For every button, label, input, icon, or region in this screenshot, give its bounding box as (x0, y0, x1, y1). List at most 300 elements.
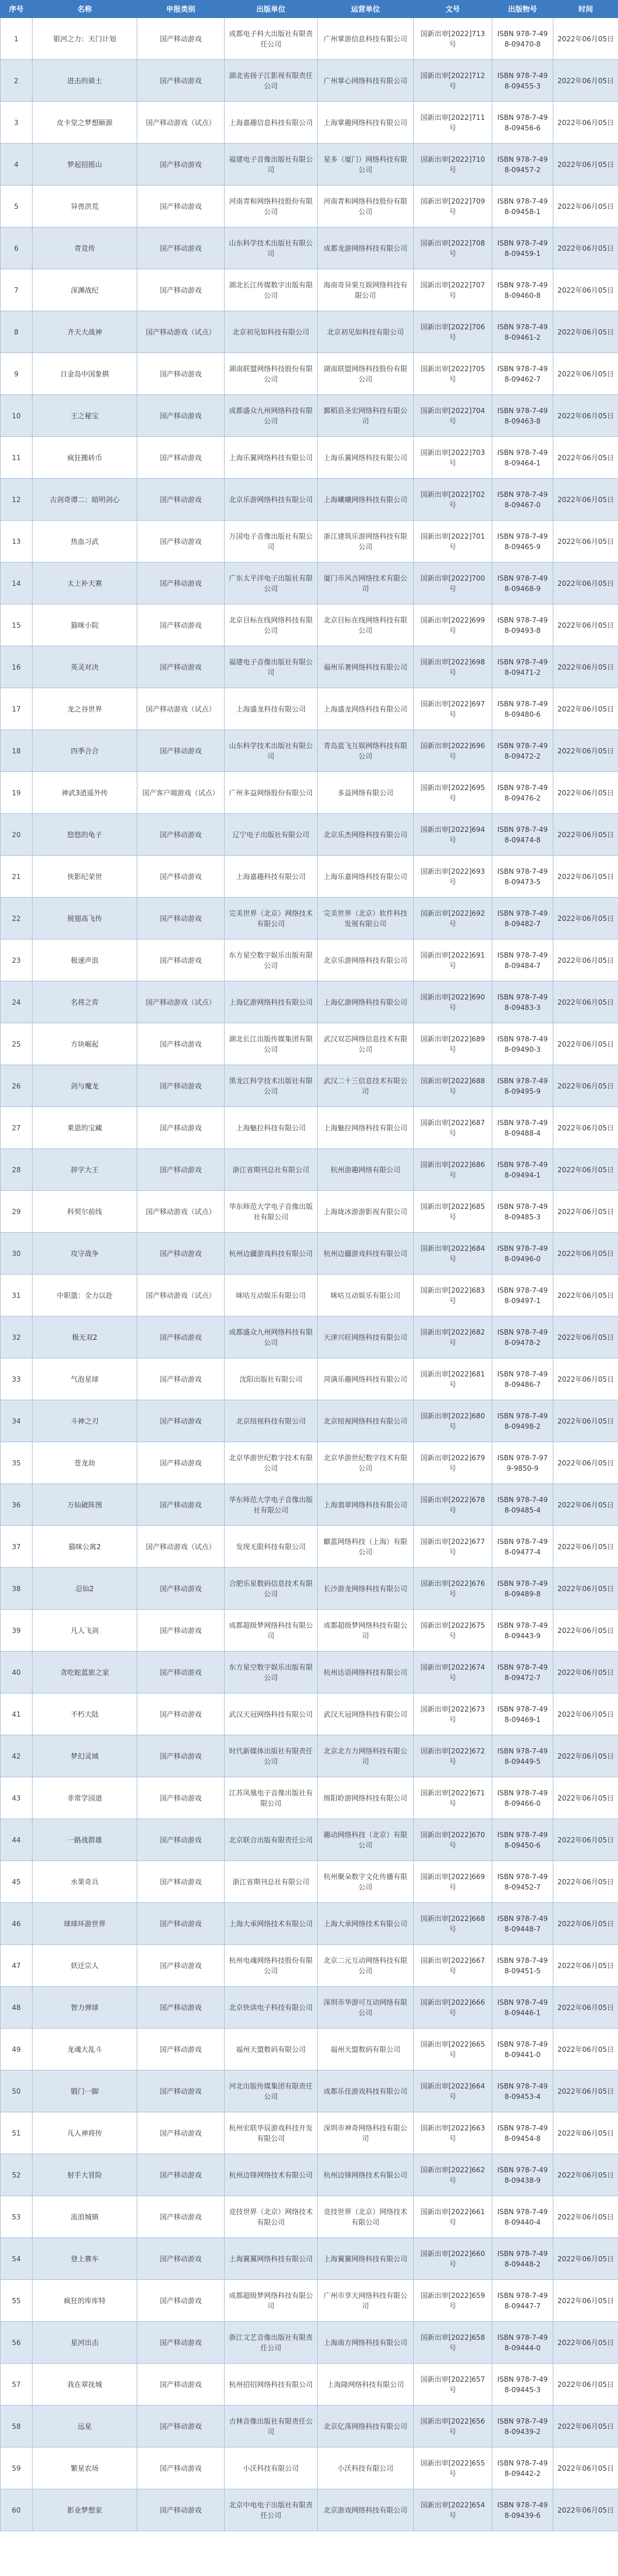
cell-game-name: 青竞传 (33, 227, 137, 269)
cell-index: 37 (1, 1526, 33, 1568)
cell-date: 2022年06月05日 (553, 2196, 618, 2238)
cell-isbn: ISBN 978-7-498-09446-1 (492, 1987, 553, 2029)
cell-game-name: 梦起招摇山 (33, 144, 137, 186)
cell-operator: 上海盛龙网络科技有限公司 (318, 688, 414, 730)
cell-index: 45 (1, 1861, 33, 1903)
table-body (1, 18, 618, 2531)
cell-category: 国产移动游戏 (137, 1317, 225, 1358)
cell-publisher: 北京华游世纪数字技术有限公司 (225, 1442, 318, 1484)
cell-isbn: ISBN 978-7-498-09461-2 (492, 311, 553, 353)
cell-game-name: 太上补天赛 (33, 563, 137, 604)
table-row (1, 1610, 618, 1652)
cell-index: 1 (1, 18, 33, 60)
table-row (1, 60, 618, 102)
cell-operator: 杭州边疆游戏科技有限公司 (318, 1233, 414, 1275)
cell-index: 8 (1, 311, 33, 353)
cell-publisher: 成都盛众九州网络科技有限公司 (225, 395, 318, 437)
cell-game-name: 斗神之刃 (33, 1400, 137, 1442)
cell-index: 14 (1, 563, 33, 604)
cell-index: 34 (1, 1400, 33, 1442)
cell-publisher: 湖北长江出版传媒集团有限公司 (225, 1023, 318, 1065)
table-row (1, 18, 618, 60)
cell-game-name: 进击的骑士 (33, 60, 137, 102)
cell-approval-number: 国新出审[2022]704号 (414, 395, 492, 437)
cell-date: 2022年06月05日 (553, 2322, 618, 2364)
cell-category: 国产移动游戏（试点） (137, 311, 225, 353)
cell-date: 2022年06月05日 (553, 1400, 618, 1442)
table-row (1, 2196, 618, 2238)
cell-approval-number: 国新出审[2022]700号 (414, 563, 492, 604)
cell-game-name: 极无双2 (33, 1317, 137, 1358)
cell-category: 国产移动游戏（试点） (137, 688, 225, 730)
cell-approval-number: 国新出审[2022]662号 (414, 2154, 492, 2196)
cell-index: 39 (1, 1610, 33, 1652)
cell-category: 国产移动游戏 (137, 2196, 225, 2238)
cell-approval-number: 国新出审[2022]666号 (414, 1987, 492, 2029)
cell-publisher: 上海嘉趣信息科技有限公司 (225, 102, 318, 144)
cell-operator: 上海乐嘉网络科技有限公司 (318, 856, 414, 898)
cell-operator: 成都龙游网络科技有限公司 (318, 227, 414, 269)
cell-operator: 北京初见如科技有限公司 (318, 311, 414, 353)
table-row (1, 856, 618, 898)
cell-operator: 天津兴旺网络科技有限公司 (318, 1317, 414, 1358)
cell-category: 国产移动游戏 (137, 1442, 225, 1484)
cell-isbn: ISBN 978-7-498-09465-9 (492, 521, 553, 563)
cell-isbn: ISBN 978-7-498-09466-0 (492, 1777, 553, 1819)
cell-publisher: 江苏凤凰电子音像出版社有限公司 (225, 1777, 318, 1819)
cell-operator: 武汉双芯网络信息技术有限公司 (318, 1023, 414, 1065)
cell-index: 27 (1, 1107, 33, 1149)
cell-operator: 绵阳聆游网络科技有限公司 (318, 1777, 414, 1819)
cell-date: 2022年06月05日 (553, 1526, 618, 1568)
cell-category: 国产移动游戏 (137, 1903, 225, 1945)
cell-operator: 广州市享天网络科技有限公司 (318, 2280, 414, 2322)
cell-date: 2022年06月05日 (553, 2238, 618, 2280)
cell-isbn: ISBN 978-7-498-09458-1 (492, 186, 553, 227)
cell-game-name: 猫咪小院 (33, 604, 137, 646)
cell-publisher: 成都超级梦网络科技有限公司 (225, 2280, 318, 2322)
cell-operator: 咪咕互动娱乐有限公司 (318, 1275, 414, 1317)
cell-publisher: 发现无限科技有限公司 (225, 1526, 318, 1568)
cell-index: 10 (1, 395, 33, 437)
cell-isbn: ISBN 978-7-498-09459-1 (492, 227, 553, 269)
cell-isbn: ISBN 978-7-498-09496-0 (492, 1233, 553, 1275)
cell-publisher: 浙江文艺音像出版社有限责任公司 (225, 2322, 318, 2364)
table-row (1, 1568, 618, 1610)
cell-game-name: 齐天大战神 (33, 311, 137, 353)
table-row (1, 1777, 618, 1819)
cell-game-name: 拼字大王 (33, 1149, 137, 1191)
cell-index: 48 (1, 1987, 33, 2029)
cell-index: 57 (1, 2364, 33, 2406)
cell-publisher: 湖北省扬子江影视有限责任公司 (225, 60, 318, 102)
cell-isbn: ISBN 978-7-498-09486-7 (492, 1358, 553, 1400)
cell-operator: 杭州游趣网络有限公司 (318, 1149, 414, 1191)
cell-game-name: 万仙破阵图 (33, 1484, 137, 1526)
cell-game-name: 凡人飞剑 (33, 1610, 137, 1652)
cell-publisher: 北京快读电子科技有限公司 (225, 1987, 318, 2029)
cell-isbn: ISBN 978-7-498-09472-7 (492, 1652, 553, 1693)
cell-publisher: 时代新媒体出版社有限责任公司 (225, 1735, 318, 1777)
cell-index: 4 (1, 144, 33, 186)
table-row (1, 1945, 618, 1987)
cell-date: 2022年06月05日 (553, 2406, 618, 2447)
cell-date: 2022年06月05日 (553, 1358, 618, 1400)
cell-publisher: 上海翼翼网络科技有限公司 (225, 2238, 318, 2280)
cell-isbn: ISBN 978-7-498-09495-9 (492, 1065, 553, 1107)
cell-category: 国产移动游戏 (137, 2364, 225, 2406)
table-row (1, 604, 618, 646)
cell-publisher: 福州天盟数码有限公司 (225, 2029, 318, 2070)
cell-category: 国产移动游戏 (137, 1652, 225, 1693)
cell-operator: 北京纽视网络科技有限公司 (318, 1400, 414, 1442)
cell-approval-number: 国新出审[2022]674号 (414, 1652, 492, 1693)
cell-publisher: 小沃科技有限公司 (225, 2447, 318, 2489)
header-operator: 运营单位 (318, 1, 414, 18)
cell-approval-number: 国新出审[2022]691号 (414, 940, 492, 981)
cell-index: 30 (1, 1233, 33, 1275)
cell-publisher: 东方星空数字娱乐出版有限公司 (225, 1652, 318, 1693)
cell-date: 2022年06月05日 (553, 1149, 618, 1191)
cell-category: 国产移动游戏 (137, 563, 225, 604)
cell-approval-number: 国新出审[2022]688号 (414, 1065, 492, 1107)
table-row (1, 1317, 618, 1358)
cell-date: 2022年06月05日 (553, 1610, 618, 1652)
cell-index: 6 (1, 227, 33, 269)
cell-game-name: 异兽洪荒 (33, 186, 137, 227)
cell-publisher: 山东科学技术出版社有限公司 (225, 227, 318, 269)
cell-publisher: 万国电子音像出版社有限公司 (225, 521, 318, 563)
cell-approval-number: 国新出审[2022]677号 (414, 1526, 492, 1568)
cell-isbn: ISBN 978-7-498-09447-7 (492, 2280, 553, 2322)
cell-isbn: ISBN 978-7-498-09482-7 (492, 898, 553, 940)
cell-isbn: ISBN 978-7-498-09497-1 (492, 1275, 553, 1317)
cell-approval-number: 国新出审[2022]656号 (414, 2406, 492, 2447)
cell-category: 国产移动游戏 (137, 1819, 225, 1861)
cell-publisher: 湖北长江传媒数字出版有限公司 (225, 269, 318, 311)
cell-date: 2022年06月05日 (553, 2447, 618, 2489)
cell-publisher: 北京目标在线网络科技有限公司 (225, 604, 318, 646)
cell-category: 国产移动游戏 (137, 1023, 225, 1065)
cell-approval-number: 国新出审[2022]712号 (414, 60, 492, 102)
header-publisher: 出版单位 (225, 1, 318, 18)
cell-date: 2022年06月05日 (553, 604, 618, 646)
table-row (1, 1149, 618, 1191)
cell-publisher: 杭州电魂网络科技股份有限公司 (225, 1945, 318, 1987)
cell-category: 国产移动游戏 (137, 479, 225, 521)
cell-game-name: 剑与魔龙 (33, 1065, 137, 1107)
cell-date: 2022年06月05日 (553, 1777, 618, 1819)
cell-date: 2022年06月05日 (553, 18, 618, 60)
cell-game-name: 龙之谷世界 (33, 688, 137, 730)
cell-approval-number: 国新出审[2022]658号 (414, 2322, 492, 2364)
cell-index: 40 (1, 1652, 33, 1693)
cell-game-name: 登上赛车 (33, 2238, 137, 2280)
cell-date: 2022年06月05日 (553, 2489, 618, 2531)
table-row (1, 1903, 618, 1945)
cell-index: 52 (1, 2154, 33, 2196)
cell-publisher: 北京纽视科技有限公司 (225, 1400, 318, 1442)
table-row (1, 1987, 618, 2029)
cell-operator: 北京游戏网络科技有限公司 (318, 2489, 414, 2531)
cell-isbn: ISBN 978-7-498-09473-5 (492, 856, 553, 898)
cell-publisher: 成都电子科大出版社有限责任公司 (225, 18, 318, 60)
cell-approval-number: 国新出审[2022]698号 (414, 646, 492, 688)
cell-operator: 杭州边锋网络技术有限公司 (318, 2154, 414, 2196)
table-row (1, 144, 618, 186)
cell-isbn: ISBN 978-7-498-09462-7 (492, 353, 553, 395)
cell-approval-number: 国新出审[2022]654号 (414, 2489, 492, 2531)
cell-operator: 上海曦曦网络科技有限公司 (318, 479, 414, 521)
cell-category: 国产移动游戏 (137, 1945, 225, 1987)
cell-category: 国产移动游戏 (137, 1693, 225, 1735)
cell-isbn: ISBN 978-7-498-09464-1 (492, 437, 553, 479)
cell-category: 国产移动游戏 (137, 2112, 225, 2154)
cell-category: 国产移动游戏 (137, 2029, 225, 2070)
cell-approval-number: 国新出审[2022]708号 (414, 227, 492, 269)
cell-category: 国产移动游戏 (137, 2238, 225, 2280)
cell-index: 11 (1, 437, 33, 479)
cell-index: 25 (1, 1023, 33, 1065)
cell-date: 2022年06月05日 (553, 730, 618, 772)
table-row (1, 227, 618, 269)
cell-operator: 浙江建筑乐游网络科技有限公司 (318, 521, 414, 563)
cell-publisher: 上海大承网络技术有限公司 (225, 1903, 318, 1945)
cell-publisher: 杭州边疆游戏科技有限公司 (225, 1233, 318, 1275)
cell-category: 国产移动游戏 (137, 353, 225, 395)
cell-index: 15 (1, 604, 33, 646)
table-row (1, 1693, 618, 1735)
cell-category: 国产移动游戏 (137, 814, 225, 856)
cell-publisher: 北京联合出版有限责任公司 (225, 1819, 318, 1861)
table-row (1, 1735, 618, 1777)
cell-approval-number: 国新出审[2022]681号 (414, 1358, 492, 1400)
table-row (1, 2447, 618, 2489)
cell-isbn: ISBN 978-7-498-09483-3 (492, 981, 553, 1023)
cell-approval-number: 国新出审[2022]660号 (414, 2238, 492, 2280)
cell-category: 国产移动游戏 (137, 437, 225, 479)
cell-isbn: ISBN 978-7-498-09498-2 (492, 1400, 553, 1442)
table-row (1, 2322, 618, 2364)
cell-approval-number: 国新出审[2022]675号 (414, 1610, 492, 1652)
cell-date: 2022年06月05日 (553, 60, 618, 102)
cell-publisher: 完美世界（北京）网络技术有限公司 (225, 898, 318, 940)
cell-isbn: ISBN 978-7-498-09444-0 (492, 2322, 553, 2364)
table-row (1, 395, 618, 437)
table-row (1, 688, 618, 730)
cell-isbn: ISBN 978-7-498-09480-6 (492, 688, 553, 730)
cell-isbn: ISBN 978-7-498-09485-4 (492, 1484, 553, 1526)
cell-isbn: ISBN 978-7-498-09445-3 (492, 2364, 553, 2406)
cell-approval-number: 国新出审[2022]692号 (414, 898, 492, 940)
cell-category: 国产移动游戏 (137, 227, 225, 269)
cell-game-name: 远星 (33, 2406, 137, 2447)
cell-game-name: 贪吃蛇蓝旅之家 (33, 1652, 137, 1693)
cell-game-name: 中职篮：全力以赴 (33, 1275, 137, 1317)
cell-index: 9 (1, 353, 33, 395)
table-row (1, 311, 618, 353)
cell-isbn: ISBN 978-7-498-09476-2 (492, 772, 553, 814)
cell-index: 56 (1, 2322, 33, 2364)
table-row (1, 563, 618, 604)
cell-index: 43 (1, 1777, 33, 1819)
cell-category: 国产移动游戏 (137, 395, 225, 437)
cell-date: 2022年06月05日 (553, 1317, 618, 1358)
cell-isbn: ISBN 978-7-498-09455-3 (492, 60, 553, 102)
cell-publisher: 广州多益网络股份有限公司 (225, 772, 318, 814)
cell-category: 国产移动游戏 (137, 2322, 225, 2364)
cell-operator: 北京华游世纪数字技术有限公司 (318, 1442, 414, 1484)
cell-date: 2022年06月05日 (553, 981, 618, 1023)
table-row (1, 2489, 618, 2531)
cell-date: 2022年06月05日 (553, 395, 618, 437)
cell-operator: 杭州聚朵数字文化传播有限公司 (318, 1861, 414, 1903)
cell-game-name: 智力弹球 (33, 1987, 137, 2029)
table-row (1, 1191, 618, 1233)
cell-operator: 海南奇异果互娱网络科技有限公司 (318, 269, 414, 311)
cell-category: 国产移动游戏 (137, 1358, 225, 1400)
cell-category: 国产移动游戏 (137, 856, 225, 898)
cell-game-name: 悠悠的龟子 (33, 814, 137, 856)
cell-approval-number: 国新出审[2022]668号 (414, 1903, 492, 1945)
cell-operator: 上海魅拉网络科技有限公司 (318, 1107, 414, 1149)
cell-isbn: ISBN 978-7-979-9850-9 (492, 1442, 553, 1484)
cell-category: 国产移动游戏 (137, 1568, 225, 1610)
cell-index: 59 (1, 2447, 33, 2489)
cell-publisher: 上海嘉趣科技有限公司 (225, 856, 318, 898)
cell-date: 2022年06月05日 (553, 1693, 618, 1735)
cell-game-name: 深渊战纪 (33, 269, 137, 311)
cell-isbn: ISBN 978-7-498-09489-8 (492, 1568, 553, 1610)
cell-isbn: ISBN 978-7-498-09451-5 (492, 1945, 553, 1987)
cell-index: 16 (1, 646, 33, 688)
cell-game-name: 科契尔前线 (33, 1191, 137, 1233)
header-date: 时间 (553, 1, 618, 18)
cell-isbn: ISBN 978-7-498-09453-4 (492, 2070, 553, 2112)
cell-approval-number: 国新出审[2022]710号 (414, 144, 492, 186)
cell-publisher: 辽宁电子出版社有限公司 (225, 814, 318, 856)
cell-approval-number: 国新出审[2022]690号 (414, 981, 492, 1023)
cell-operator: 广州掌游信息科技有限公司 (318, 18, 414, 60)
cell-publisher: 上海盛龙科技有限公司 (225, 688, 318, 730)
cell-date: 2022年06月05日 (553, 1861, 618, 1903)
cell-date: 2022年06月05日 (553, 898, 618, 940)
table-row (1, 1400, 618, 1442)
table-row (1, 2154, 618, 2196)
cell-approval-number: 国新出审[2022]694号 (414, 814, 492, 856)
cell-date: 2022年06月05日 (553, 1819, 618, 1861)
cell-isbn: ISBN 978-7-498-09450-6 (492, 1819, 553, 1861)
cell-category: 国产移动游戏 (137, 2447, 225, 2489)
table-row (1, 940, 618, 981)
cell-approval-number: 国新出审[2022]663号 (414, 2112, 492, 2154)
cell-publisher: 成都盛众九州网络科技有限公司 (225, 1317, 318, 1358)
cell-approval-number: 国新出审[2022]705号 (414, 353, 492, 395)
cell-category: 国产移动游戏（试点） (137, 1526, 225, 1568)
cell-operator: 杭州达语网络科技有限公司 (318, 1652, 414, 1693)
cell-index: 33 (1, 1358, 33, 1400)
cell-date: 2022年06月05日 (553, 2280, 618, 2322)
cell-game-name: 热血习武 (33, 521, 137, 563)
cell-approval-number: 国新出审[2022]679号 (414, 1442, 492, 1484)
cell-date: 2022年06月05日 (553, 1442, 618, 1484)
cell-approval-number: 国新出审[2022]697号 (414, 688, 492, 730)
cell-game-name: 皮卡堂之梦想颐源 (33, 102, 137, 144)
cell-approval-number: 国新出审[2022]683号 (414, 1275, 492, 1317)
cell-approval-number: 国新出审[2022]672号 (414, 1735, 492, 1777)
cell-game-name: 忍仙2 (33, 1568, 137, 1610)
cell-date: 2022年06月05日 (553, 814, 618, 856)
cell-operator: 成都乐佳游戏科技有限公司 (318, 2070, 414, 2112)
table-row (1, 2029, 618, 2070)
cell-date: 2022年06月05日 (553, 1987, 618, 2029)
cell-category: 国产移动游戏 (137, 60, 225, 102)
cell-operator: 完美世界（北京）软件科技发展有限公司 (318, 898, 414, 940)
cell-game-name: 繁星农场 (33, 2447, 137, 2489)
cell-game-name: 萊恩的宝藏 (33, 1107, 137, 1149)
cell-index: 21 (1, 856, 33, 898)
cell-isbn: ISBN 978-7-498-09454-8 (492, 2112, 553, 2154)
cell-approval-number: 国新出审[2022]673号 (414, 1693, 492, 1735)
cell-game-name: 侠影纪荣世 (33, 856, 137, 898)
cell-operator: 长沙游龙网络科技有限公司 (318, 1568, 414, 1610)
cell-operator: 武汉天冠网络科技有限公司 (318, 1693, 414, 1735)
cell-approval-number: 国新出审[2022]707号 (414, 269, 492, 311)
table-row (1, 1484, 618, 1526)
header-category: 申报类别 (137, 1, 225, 18)
cell-date: 2022年06月05日 (553, 1735, 618, 1777)
cell-index: 41 (1, 1693, 33, 1735)
cell-operator: 上海南方网络科技有限公司 (318, 2322, 414, 2364)
cell-isbn: ISBN 978-7-498-09469-1 (492, 1693, 553, 1735)
cell-publisher: 福建电子音像出版社有限公司 (225, 144, 318, 186)
cell-game-name: 银河之力：天门计划 (33, 18, 137, 60)
cell-isbn: ISBN 978-7-498-09463-8 (492, 395, 553, 437)
cell-publisher: 浙江省期刊总社有限公司 (225, 1149, 318, 1191)
cell-date: 2022年06月05日 (553, 437, 618, 479)
cell-isbn: ISBN 978-7-498-09448-2 (492, 2238, 553, 2280)
cell-isbn: ISBN 978-7-498-09485-3 (492, 1191, 553, 1233)
cell-game-name: 名将之弈 (33, 981, 137, 1023)
cell-isbn: ISBN 978-7-498-09457-2 (492, 144, 553, 186)
cell-date: 2022年06月05日 (553, 2154, 618, 2196)
cell-approval-number: 国新出审[2022]703号 (414, 437, 492, 479)
table-row (1, 2280, 618, 2322)
cell-category: 国产移动游戏 (137, 1610, 225, 1652)
cell-publisher: 上海亿游网络科技有限公司 (225, 981, 318, 1023)
cell-publisher: 河南青和网络科技股份有限公司 (225, 186, 318, 227)
cell-game-name: 猫咪公寓2 (33, 1526, 137, 1568)
cell-game-name: 极速声浪 (33, 940, 137, 981)
cell-isbn: ISBN 978-7-498-09474-8 (492, 814, 553, 856)
cell-index: 28 (1, 1149, 33, 1191)
cell-approval-number: 国新出审[2022]689号 (414, 1023, 492, 1065)
cell-category: 国产移动游戏（试点） (137, 981, 225, 1023)
cell-index: 5 (1, 186, 33, 227)
cell-operator: 上海翡翠网络科技有限公司 (318, 1484, 414, 1526)
cell-index: 12 (1, 479, 33, 521)
cell-date: 2022年06月05日 (553, 1275, 618, 1317)
cell-date: 2022年06月05日 (553, 2029, 618, 2070)
cell-publisher: 山东科学技术出版社有限公司 (225, 730, 318, 772)
cell-game-name: 攻守战争 (33, 1233, 137, 1275)
cell-game-name: 梦幻灵域 (33, 1735, 137, 1777)
cell-game-name: 英灵对决 (33, 646, 137, 688)
cell-index: 7 (1, 269, 33, 311)
cell-index: 51 (1, 2112, 33, 2154)
cell-approval-number: 国新出审[2022]665号 (414, 2029, 492, 2070)
cell-index: 46 (1, 1903, 33, 1945)
